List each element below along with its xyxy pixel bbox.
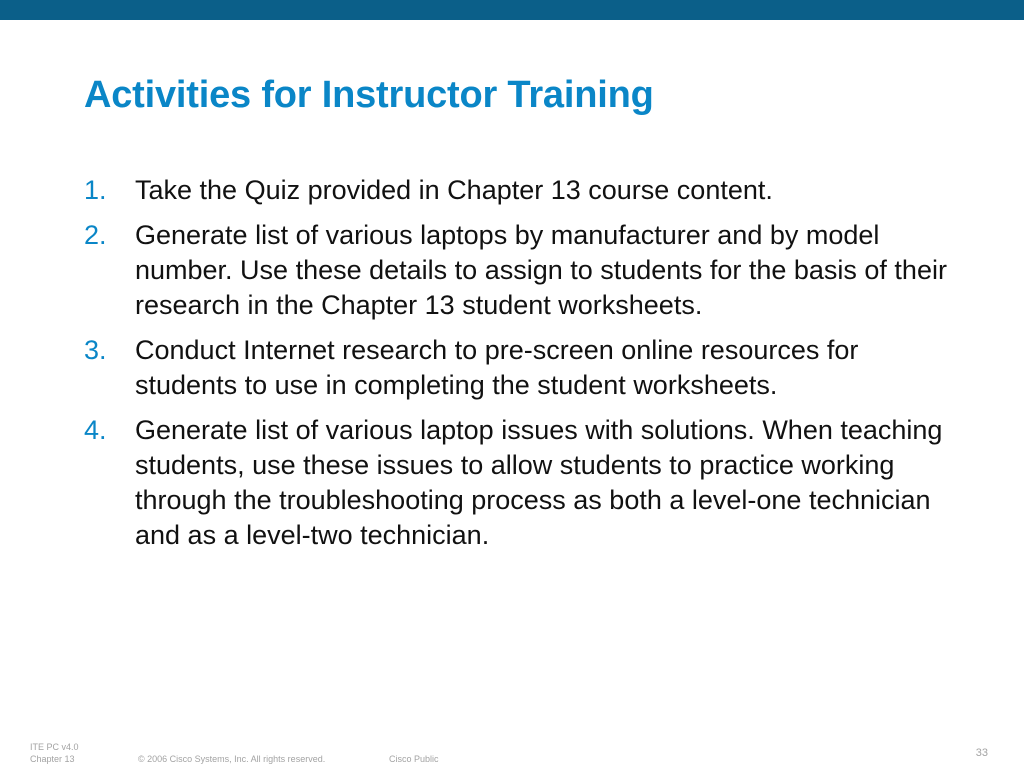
list-item [84,333,964,403]
activity-list [84,173,964,563]
item-text: Generate list of various laptop issues with solutions. When teaching students, use these issues to allow students to practice working through the troubleshooting process as both a level-one technician and as a level-two technician. [135,415,943,550]
item-text: Conduct Internet research to pre-screen online resources for students to use in completing the student worksheets. [135,335,859,400]
list-item [84,173,964,208]
list-item [84,218,964,323]
footer-course-info [30,741,79,765]
footer-copyright: © 2006 Cisco Systems, Inc. All rights reserved. [138,754,326,764]
item-number: 2. [84,220,107,250]
header-bar [0,0,1024,20]
item-number: 4. [84,415,107,445]
footer-classification: Cisco Public [389,754,439,764]
item-text: Generate list of various laptops by manufacturer and by model number. Use these details to assign to students for the basis of their research in the Chapter 13 student worksheets. [135,220,947,320]
item-number: 3. [84,335,107,365]
footer-chapter: Chapter 13 [30,754,75,764]
slide-number: 33 [975,747,988,759]
list-item [84,413,964,553]
item-number: 1. [84,175,107,205]
slide-title: Activities for Instructor Training [84,74,654,116]
item-text: Take the Quiz provided in Chapter 13 course content. [135,175,773,205]
footer-course: ITE PC v4.0 [30,742,79,752]
